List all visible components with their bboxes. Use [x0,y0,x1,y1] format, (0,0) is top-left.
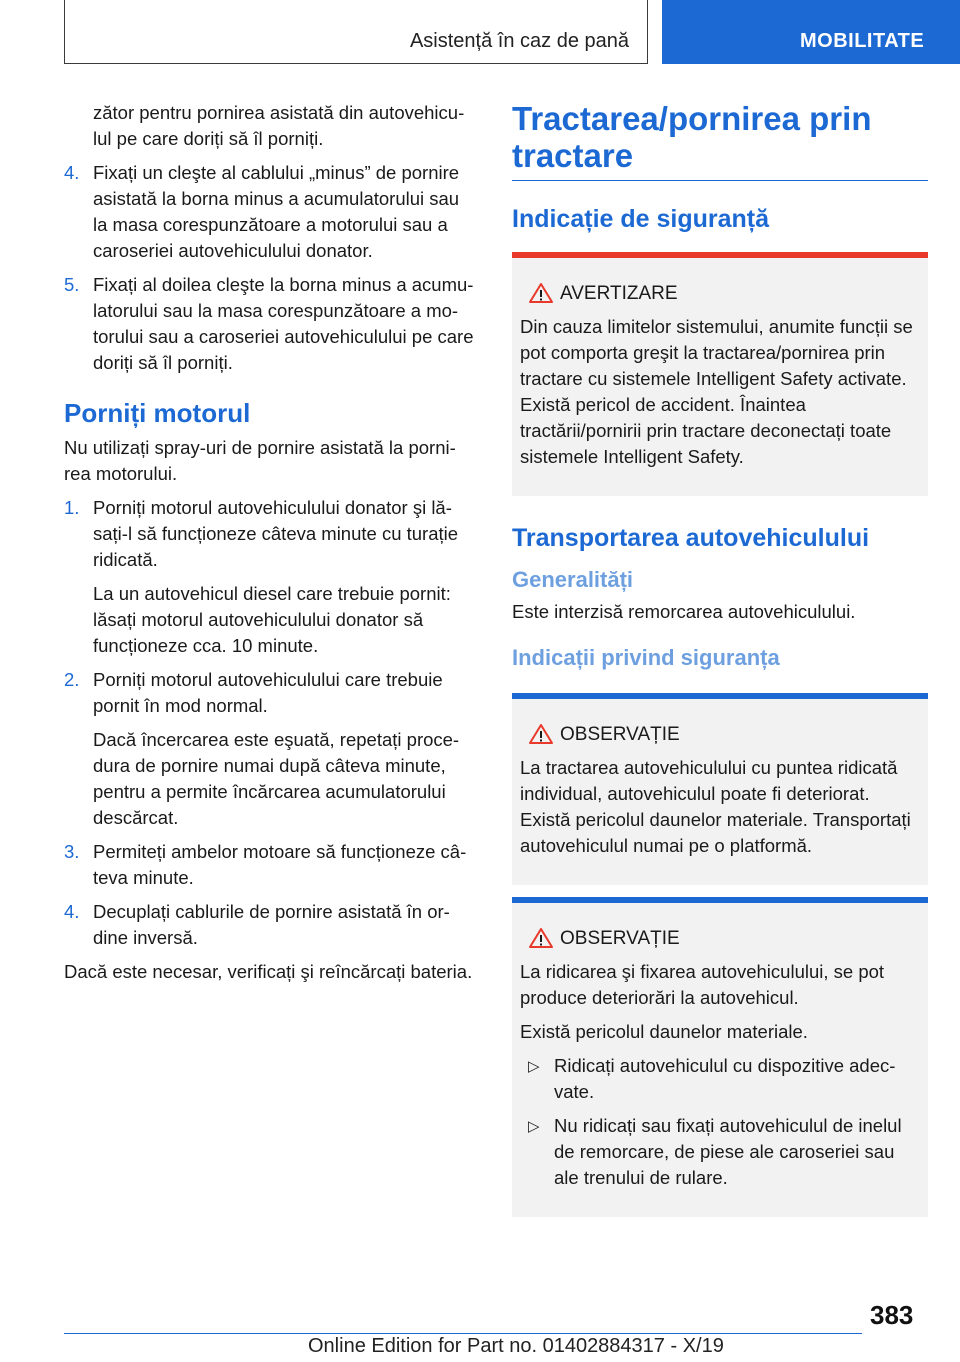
warning-label: AVERTIZARE [560,283,678,304]
warning-triangle-icon [528,282,554,304]
right-column [512,100,928,1217]
list-item [64,667,478,831]
list-item [64,272,478,376]
step-number: 4. [64,162,80,183]
footer-edition: Online Edition for Part no. 01402884317 - X/19 [308,1335,724,1357]
step-number: 1. [64,497,80,518]
note-label: OBSERVAȚIE [560,724,680,745]
step-subtext: Dacă încercarea este eşuată, repetați proce-dura de pornire numai după câteva minute, pentru a permite încărcarea acumulatorului descărcat. [93,729,460,828]
chapter-tab-label: MOBILITATE [800,30,925,52]
caution-triangle-icon [528,723,554,745]
list-item [64,899,478,951]
general-text: Este interzisă remorcarea autovehiculului. [512,601,856,622]
subheading-general: Generalități [512,567,634,592]
section-heading-safety: Indicație de siguranță [512,205,770,233]
note-header [520,927,920,951]
step-text: Porniți motorul autovehiculului donator şi lă-sați-l să funcționeze câteva minute cu turație ridicată. [93,497,459,570]
note-header [520,723,920,747]
header-section-title: Asistență în caz de pană [409,30,629,52]
page-number: 383 [870,1300,914,1330]
section-heading-start-engine: Porniți motorul [64,398,251,428]
note-text: La tractarea autovehiculului cu puntea ridicată individual, autovehiculul poate fi deteriorat. Există pericolul daunelor materiale. Transportați autovehiculul numai pe o platformă. [520,757,911,856]
step-number: 4. [64,901,80,922]
note-box-2 [512,897,928,1217]
list-item [520,1113,920,1191]
step-list-b [64,495,478,951]
note-box-1 [512,693,928,885]
warning-header [520,282,920,306]
left-column [64,100,478,993]
bullet-text: Ridicați autovehiculul cu dispozitive adec-vate. [554,1055,896,1102]
chapter-tab[interactable] [662,0,960,64]
step-text: Decuplați cablurile de pornire asistată în or-dine inversă. [93,901,450,948]
list-item [64,160,478,264]
note-text: La ridicarea şi fixarea autovehiculului, se pot produce deteriorări la autovehicul. [520,961,885,1008]
warning-text: Din cauza limitelor sistemului, anumite funcții se pot comporta greşit la tractarea/pornirea prin tractare cu sistemele Intelligent Safety activate. Există pericol de accident. Înaintea tractării/pornirii prin tractare deconectați toate sistemele Intelligent Safety. [520,316,913,467]
footer-divider [64,1333,862,1334]
section-heading-transport: Transportarea autovehiculului [512,524,870,552]
bullet-text: Nu ridicați sau fixați autovehiculul de inelul de remorcare, de piese ale caroseriei sau ale trenului de rulare. [554,1115,902,1188]
step-text: Porniți motorul autovehiculului care trebuie pornit în mod normal. [93,669,443,716]
step-text: Fixați al doilea cleşte la borna minus a acumu-latorului sau la masa corespunzătoare a mo-torului sau a caroseriei autovehiculului pe care doriți să îl porniți. [93,274,474,373]
note-text: Există pericolul daunelor materiale. [520,1021,808,1042]
chapter-title: Tractarea/pornirea prin tractare [512,100,928,181]
step-number: 3. [64,841,80,862]
step-list-a [64,160,478,376]
warning-box [512,252,928,496]
intro-continuation: zător pentru pornirea asistată din autovehicu-lul pe care doriți să îl porniți. [93,102,465,149]
list-item [64,839,478,891]
note-label: OBSERVAȚIE [560,928,680,949]
step-subtext: La un autovehicul diesel care trebuie pornit: lăsați motorul autovehiculului donator să funcționeze cca. 10 minute. [93,583,451,656]
caution-triangle-icon [528,927,554,949]
closing-text: Dacă este necesar, verificați şi reîncărcați bateria. [64,961,473,982]
bullet-triangle-icon: ▷ [528,1118,540,1135]
list-item [64,495,478,659]
bullet-triangle-icon: ▷ [528,1058,540,1075]
header-frame [64,0,648,64]
step-text: Permiteți ambelor motoare să funcționeze câ-teva minute. [93,841,467,888]
step-text: Fixați un cleşte al cablului „minus” de pornire asistată la borna minus a acumulatorului sau la masa corespunzătoare a motorului sau a caroseriei autovehiculului donator. [93,162,460,261]
list-item [520,1053,920,1105]
subheading-safety-notes: Indicații privind siguranța [512,645,780,670]
section-intro: Nu utilizați spray-uri de pornire asistată la porni-rea motorului. [64,437,456,484]
step-number: 2. [64,669,80,690]
step-number: 5. [64,274,80,295]
